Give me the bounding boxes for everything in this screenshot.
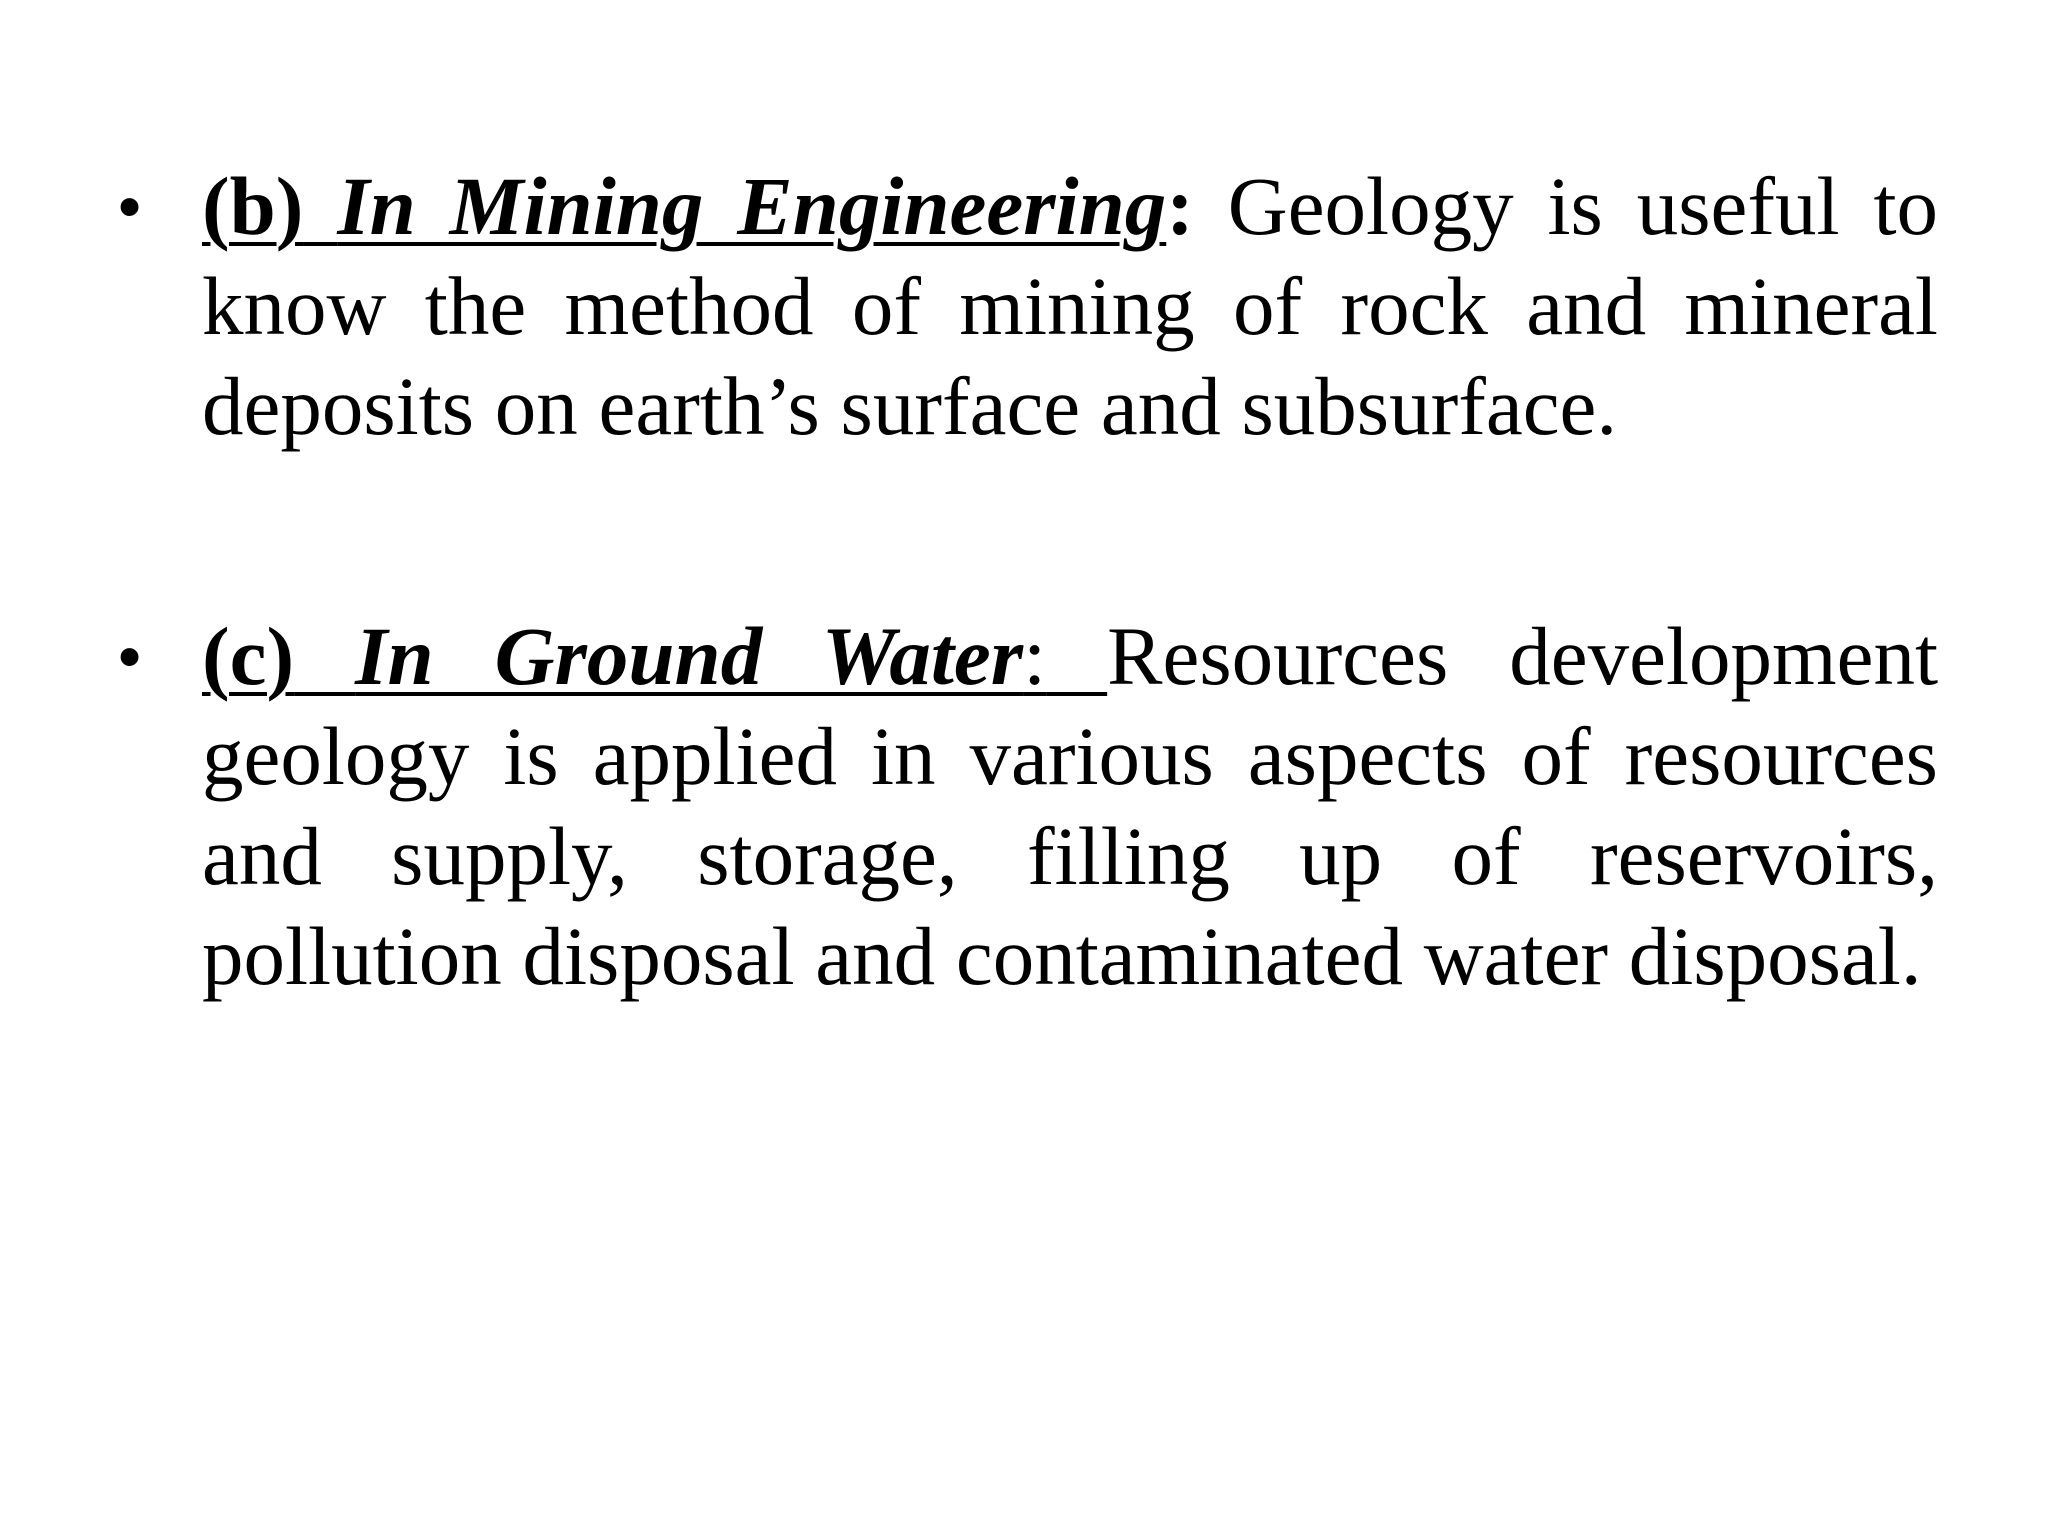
term-name: In Mining Engineering [337, 160, 1167, 252]
bullet-text: Resources development geology is applied in various aspects of resources and supply, storage, filling up of reservoirs, pollution disposal and contaminated water disposal. [202, 610, 1939, 1002]
bullet-ground-water [118, 606, 1938, 1006]
bullet-mining-engineering [118, 156, 1938, 456]
term-letter: (c) [202, 610, 295, 702]
bullet-dot-icon: • [118, 619, 142, 693]
bullet-text: Geology is useful to know the method of mining of rock and mineral deposits on earth’s surface and subsurface. [202, 160, 1939, 452]
term-separator: : [1023, 610, 1047, 702]
term-name: In Ground Water [355, 610, 1024, 702]
term-heading [202, 160, 1166, 252]
term-separator: : [1166, 160, 1194, 252]
term-heading [202, 610, 1023, 702]
bullet-dot-icon: • [118, 169, 142, 243]
term-letter: (b) [202, 160, 304, 252]
bullet-list [118, 156, 1938, 1006]
